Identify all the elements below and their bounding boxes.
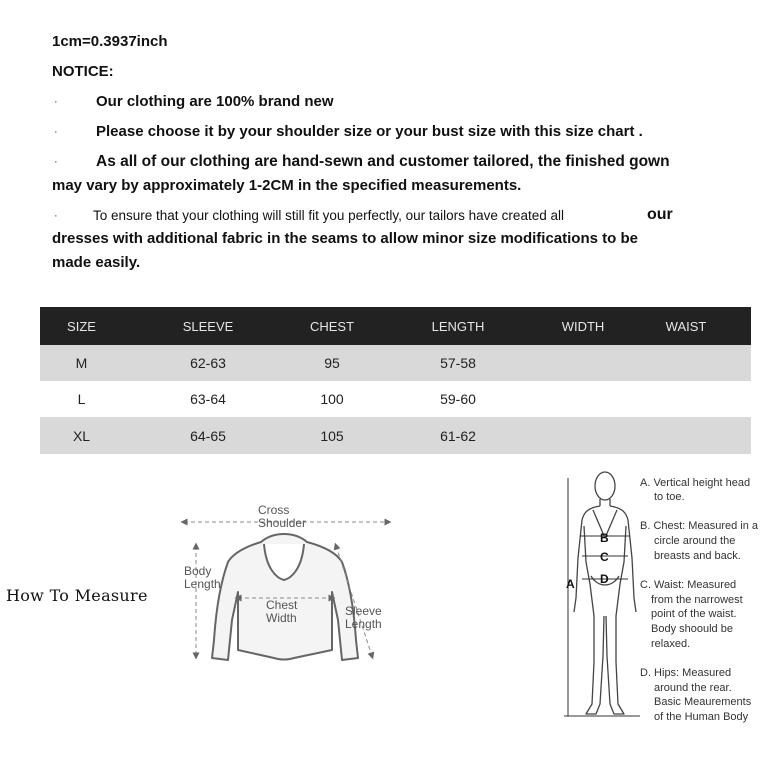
notice-item-tailors: To ensure that your clothing will still fit you perfectly, our tailors have created all <box>93 208 564 223</box>
how-to-measure-label: How To Measure <box>6 586 148 605</box>
note-c: Body shoould be <box>651 623 733 635</box>
column-header-sleeve: SLEEVE <box>123 307 293 345</box>
note-b: circle around the <box>654 535 736 547</box>
notice-item-hand-sewn: As all of our clothing are hand-sewn and customer tailored, the finished gown <box>96 153 670 170</box>
chest-width-label: Chest <box>266 598 298 612</box>
note-c: from the narrowest <box>651 594 743 606</box>
table-cell <box>621 381 751 417</box>
notice-item-tailors-our: our <box>647 206 673 223</box>
table-cell <box>621 345 751 381</box>
column-header-waist: WAIST <box>621 307 751 345</box>
body-letter-c: C <box>600 550 609 564</box>
note-d: around the rear. <box>654 682 732 694</box>
column-header-width: WIDTH <box>545 307 621 345</box>
table-cell: 62-63 <box>123 345 293 381</box>
table-cell: L <box>40 381 123 417</box>
table-cell: 59-60 <box>371 381 545 417</box>
notice-title: NOTICE: <box>52 63 114 80</box>
notice-item-tailors-end: made easily. <box>52 254 141 271</box>
table-cell <box>545 345 621 381</box>
table-row <box>40 417 751 454</box>
note-b: B. Chest: Measured in a <box>640 520 759 532</box>
human-body-icon <box>574 472 636 714</box>
body-length-label: Length <box>184 577 221 591</box>
table-cell: 63-64 <box>123 381 293 417</box>
bullet-mark: · <box>54 156 58 168</box>
conversion-note: 1cm=0.3937inch <box>52 33 168 50</box>
notice-item-brand-new: Our clothing are 100% brand new <box>96 93 334 110</box>
table-cell: 61-62 <box>371 417 545 454</box>
size-chart-table <box>40 307 751 454</box>
table-cell <box>545 381 621 417</box>
notice-item-choose-size: Please choose it by your shoulder size or your bust size with this size chart . <box>96 123 643 140</box>
note-d: of the Human Body <box>654 711 749 723</box>
notice-item-hand-sewn-cont: may vary by approximately 1-2CM in the specified measurements. <box>52 177 522 194</box>
body-letter-a: A <box>566 577 575 591</box>
table-header-row <box>40 307 751 345</box>
table-cell <box>621 417 751 454</box>
sleeve-length-label: Sleeve <box>345 604 382 618</box>
bullet-mark: · <box>54 126 58 138</box>
body-measure-diagram <box>560 466 770 728</box>
column-header-size: SIZE <box>40 307 123 345</box>
table-cell <box>545 417 621 454</box>
cross-shoulder-label: Shoulder <box>258 516 307 530</box>
note-c: C. Waist: Measured <box>640 579 737 591</box>
table-cell: XL <box>40 417 123 454</box>
note-d: Basic Meaurements <box>654 696 752 708</box>
bullet-mark: · <box>54 96 58 108</box>
cross-shoulder-label: Cross <box>258 503 290 517</box>
sweater-icon <box>212 534 358 660</box>
sweater-measure-diagram <box>176 500 406 675</box>
note-b: breasts and back. <box>654 550 741 562</box>
note-a: A. Vertical height head <box>640 477 751 489</box>
table-cell: 100 <box>293 381 371 417</box>
table-cell: 105 <box>293 417 371 454</box>
table-cell: 95 <box>293 345 371 381</box>
column-header-length: LENGTH <box>371 307 545 345</box>
table-cell: 64-65 <box>123 417 293 454</box>
table-cell: 57-58 <box>371 345 545 381</box>
note-c: point of the waist. <box>651 608 737 620</box>
chest-width-label: Width <box>266 611 297 625</box>
note-d: D. Hips: Measured <box>640 667 732 679</box>
body-length-label: Body <box>184 564 212 578</box>
note-a: to toe. <box>654 491 685 503</box>
note-c: relaxed. <box>651 638 691 650</box>
sleeve-length-label: Length <box>345 617 382 631</box>
body-letter-d: D <box>600 572 609 586</box>
body-letter-b: B <box>600 531 609 545</box>
column-header-chest: CHEST <box>293 307 371 345</box>
bullet-mark: · <box>54 210 58 222</box>
table-cell: M <box>40 345 123 381</box>
notice-item-tailors-cont: dresses with additional fabric in the seams to allow minor size modifications to be <box>52 230 638 247</box>
table-row <box>40 345 751 381</box>
table-row <box>40 381 751 417</box>
